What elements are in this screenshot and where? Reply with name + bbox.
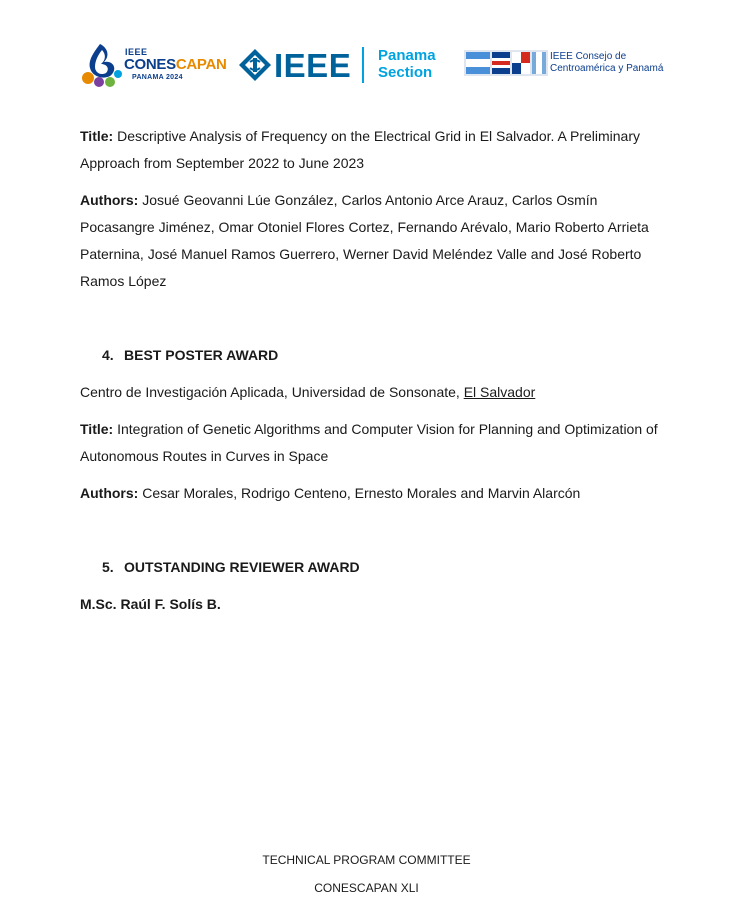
central-america-flags-icon	[464, 50, 548, 76]
conescapan-logo	[80, 38, 230, 90]
conescapan-name	[124, 56, 227, 73]
panama-section-line1: Panama	[378, 47, 436, 64]
conescapan-mark-icon	[80, 40, 124, 88]
award4-country: El Salvador	[463, 384, 536, 400]
conescapan-name-part2: CAPAN	[175, 56, 227, 73]
award4-title-text: Integration of Genetic Algorithms and Computer Vision for Planning and Optimization of Autonomous Routes in Curves in Space	[80, 421, 658, 464]
ieee-logo	[238, 46, 358, 86]
award5-heading	[80, 554, 670, 581]
award5-recipient	[80, 591, 670, 618]
logo-divider	[362, 47, 364, 83]
panama-section-line2: Section	[378, 64, 433, 81]
panama-section-logo	[378, 47, 436, 81]
ieee-diamond-icon	[238, 48, 272, 82]
award3-authors-text: Josué Geovanni Lúe González, Carlos Antonio Arce Arauz, Carlos Osmín Pocasangre Jiménez, Omar Otoniel Flores Cortez, Fernando Arévalo, Mario Roberto Arrieta Paternina, José Manuel Ramos Guerrero, Werner David Meléndez Valle and José Roberto Ramos López	[80, 192, 649, 289]
award4-number: 4.	[102, 347, 114, 363]
conescapan-subtitle: PANAMA 2024	[132, 74, 183, 81]
footer-line2: CONESCAPAN XLI	[314, 881, 419, 895]
award4-institution-text: Centro de Investigación Aplicada, Universidad de Sonsonate,	[80, 384, 464, 400]
award4-heading-text: BEST POSTER AWARD	[124, 347, 279, 363]
council-logo	[464, 48, 664, 80]
council-line1: IEEE Consejo de	[550, 51, 627, 62]
award4-heading	[80, 342, 670, 369]
authors-label: Authors:	[80, 192, 139, 208]
award3-title	[80, 123, 670, 177]
award4-institution	[80, 379, 670, 406]
document-body	[80, 123, 670, 618]
award5-heading-text: OUTSTANDING REVIEWER AWARD	[124, 559, 360, 575]
footer-line1: TECHNICAL PROGRAM COMMITTEE	[262, 853, 471, 867]
award4-authors	[80, 480, 670, 507]
award5-recipient-text: M.Sc. Raúl F. Solís B.	[80, 596, 221, 612]
ieee-logo-text: IEEE	[274, 47, 352, 84]
council-text	[550, 51, 663, 75]
title-label: Title:	[80, 421, 114, 437]
authors-label: Authors:	[80, 485, 139, 501]
award3-authors	[80, 187, 670, 295]
award4-authors-text: Cesar Morales, Rodrigo Centeno, Ernesto Morales and Marvin Alarcón	[142, 485, 581, 501]
award3-title-text: Descriptive Analysis of Frequency on the Electrical Grid in El Salvador. A Preliminary Approach from September 2022 to June 2023	[80, 128, 640, 171]
title-label: Title:	[80, 128, 114, 144]
conescapan-ieee-text: IEEE	[125, 47, 148, 57]
award4-title	[80, 416, 670, 470]
conescapan-name-part1: CONES	[124, 56, 176, 73]
award5-number: 5.	[102, 559, 114, 575]
header-logos	[80, 38, 680, 90]
council-line2: Centroamérica y Panamá	[550, 63, 664, 74]
